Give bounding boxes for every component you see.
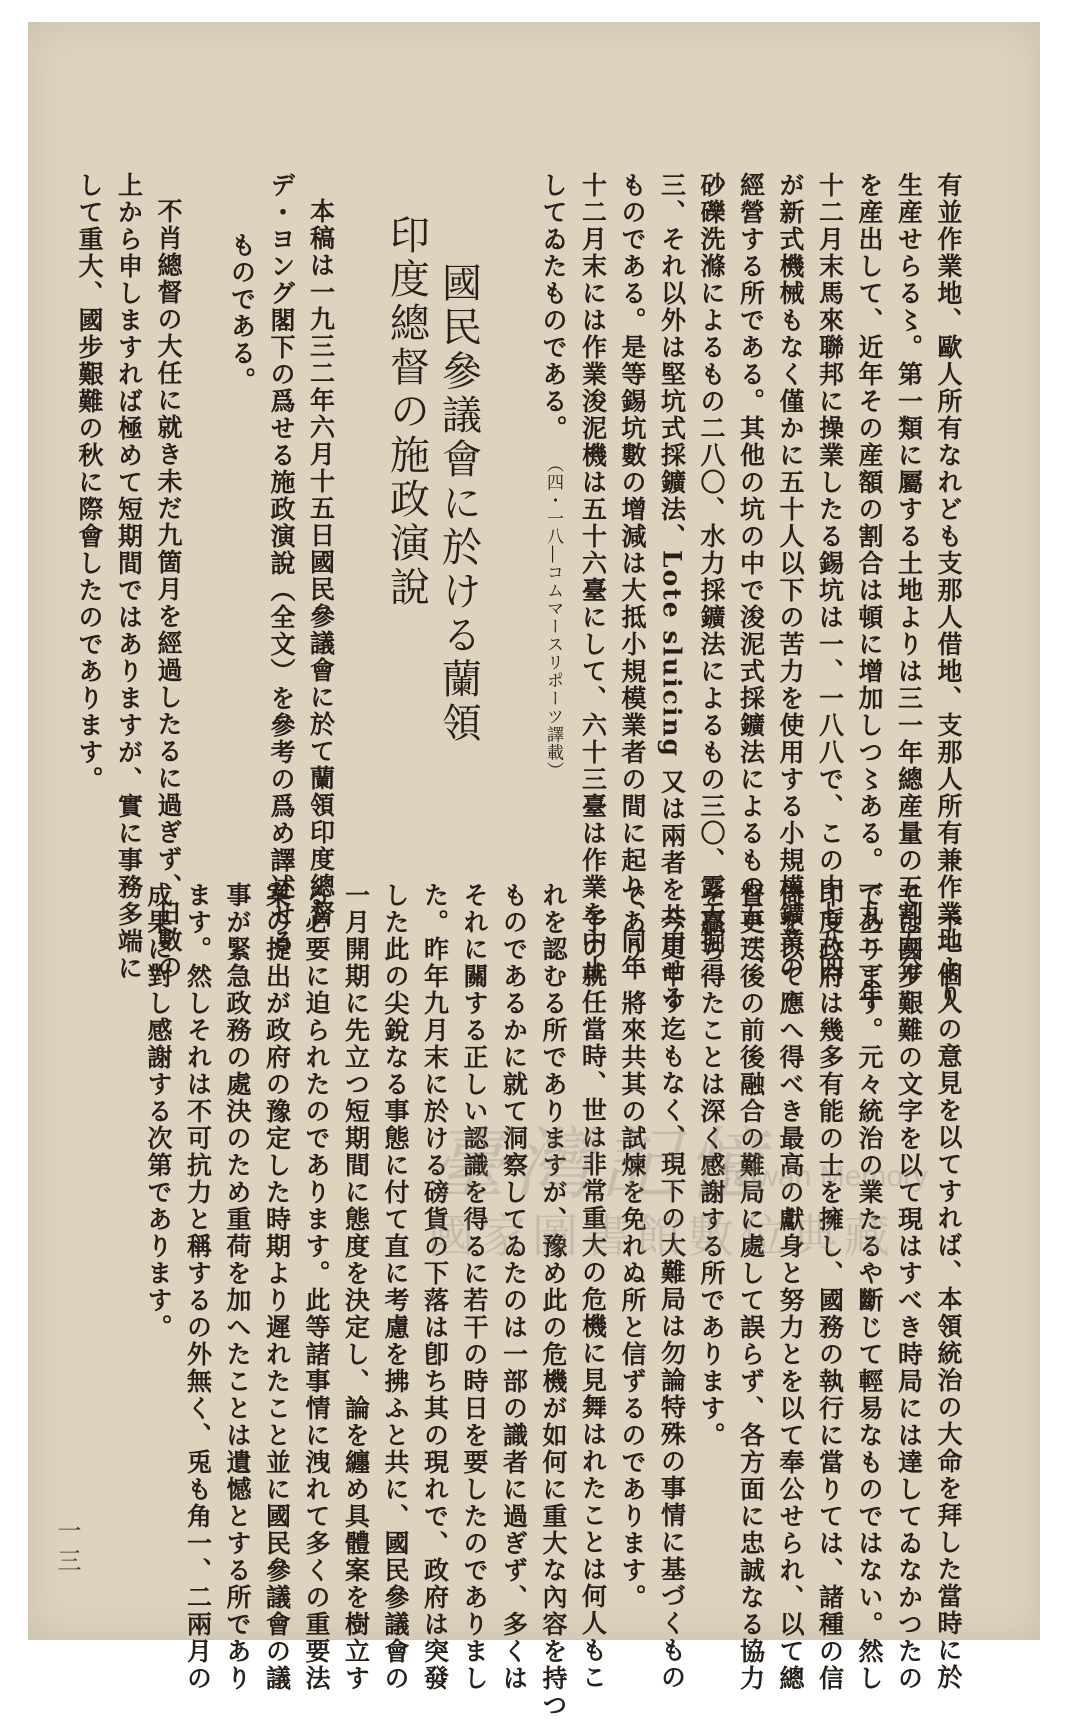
speech-column: 案の提出が政府の豫定した時期より遲れたこと並に國民參議會の議 bbox=[262, 882, 292, 1692]
speech-column: 今更申す迄もなく、現下の大難局は勿論特殊の事情に基づくもの bbox=[657, 908, 687, 1691]
speech-column: ます。然しそれは不可抗力と稱するの外無く、兎も角一、二兩月の bbox=[183, 882, 213, 1692]
speech-column: 成果に對し感謝する次第であります。 bbox=[144, 882, 173, 1341]
document-page bbox=[28, 22, 1040, 1719]
speech-column: であります。元々統治の業たるや斷じて輕易なものではない。然し bbox=[855, 882, 884, 1692]
article-heading-line-2: 印度總督の施政演說 bbox=[383, 214, 430, 610]
text-column: 有並作業地、歐人所有なれども支那人借地、支那人所有兼作業地より bbox=[934, 172, 963, 1009]
page-number: 一三 bbox=[53, 1518, 81, 1578]
text-column: 砂礫洗滌によるもの二八〇、水力採鑛法によるもの三〇、露天掘二 bbox=[697, 172, 726, 982]
speech-column: ものであるかに就て洞察してゐたのは一部の識者に過ぎず、多くは bbox=[499, 882, 529, 1692]
speech-column: 予一個人の意見を以てすれば、本領統治の大命を拜した當時に於 bbox=[934, 908, 963, 1691]
intro-column: デ・ヨング閣下の爲せる施政演說（全文）を參考の爲め譯述せる bbox=[267, 172, 296, 955]
text-column: してゐたものである。 bbox=[539, 172, 568, 442]
intro-column: 本稿は一九三二年六月十五日國民參議會に於て蘭領印度總督 bbox=[306, 198, 336, 927]
speech-column: を贏ち得たことは深く感謝する所であります。 bbox=[697, 882, 726, 1449]
speech-column: ては國步艱難の文字を以て現はすべき時局には達してゐなかつたの bbox=[894, 882, 924, 1692]
speech-column: であり、將來共其の試煉を免れぬ所と信ずるのであります。 bbox=[618, 882, 647, 1611]
speech-column: 督更迭後の前後融合の難局に處して誤らず、各方面に忠誠なる協力 bbox=[736, 882, 766, 1692]
speech-column: 一月開期に先立つ短期間に態度を決定し、論を纏め具體案を樹立す bbox=[341, 882, 371, 1692]
source-note: （四・一八―コムマースリポーツ譯載） bbox=[543, 464, 563, 780]
speech-column: 事が緊急政務の處決のため重荷を加へたことは遺憾とする所であり bbox=[223, 882, 252, 1692]
text-column: を産出して、近年その産額の割合は頓に增加しつ〻ある。一九三一年 bbox=[855, 172, 884, 1009]
speech-column: た。昨年九月末に於ける磅貨の下落は卽ち其の現れで、政府は突發 bbox=[420, 882, 450, 1692]
text-column: 十二月末馬來聯邦に操業したる錫坑は一、一八八で、この中七八四 bbox=[815, 172, 845, 982]
watermark-text-en: Taiwan Memory bbox=[718, 1160, 929, 1193]
text-column: 經營する所である。其他の坑の中で浚泥式採鑛法によるもの五一、 bbox=[736, 172, 766, 982]
speech-column: して重大、國步艱難の秋に際會したのであります。 bbox=[75, 172, 104, 793]
speech-column: 印度政府は幾多有能の士を擁し、國務の執行に當りては、諸種の信 bbox=[815, 882, 845, 1692]
speech-column: れを認むる所でありますが、豫め此の危機が如何に重大な內容を持つ bbox=[539, 882, 568, 1719]
watermark-logo: 臺灣記憶 bbox=[428, 1120, 773, 1210]
speech-column: した此の尖銳なる事態に付て直に考慮を拂ふと共に、國民參議會の bbox=[381, 882, 410, 1692]
text-column: 三、それ以外は堅坑式採鑛法、Lote sluicing 又は兩者を共用せる bbox=[657, 172, 687, 1012]
speech-column: 倚を以て應へ得べき最高の獻身と努力とを以て奉公せられ、以て總 bbox=[776, 882, 805, 1692]
text-column: ものである。是等錫坑數の增減は大抵小規模業者の間に起り、同年 bbox=[618, 172, 647, 982]
text-column: 生産せらる〻。第一類に屬する土地よりは三一年總産量の五割五分 bbox=[894, 172, 924, 982]
watermark-text: 國家圖書館數位典藏 bbox=[428, 1209, 896, 1263]
speech-column: 上から申しますれば極めて短期間ではありますが、實に事務多端に bbox=[114, 172, 144, 982]
upper-text-block bbox=[75, 172, 968, 1012]
text-column-with-source bbox=[533, 172, 574, 780]
speech-column: それに關する正しい認識を得るに若干の時日を要したのでありまし bbox=[460, 882, 489, 1692]
text-column: が新式機械もなく僅かに五十人以下の苦力を使用する小規模鑛業の bbox=[776, 172, 805, 982]
intro-column: ものである。 bbox=[227, 232, 257, 394]
speech-column: る必要に迫られたのであります。此等諸事情に洩れて多くの重要法 bbox=[302, 882, 331, 1692]
speech-column: 予の就任當時、世は非常重大の危機に見舞はれたことは何人もこ bbox=[578, 908, 608, 1691]
text-column: 十二月末には作業浚泥機は五十六臺にして、六十三臺は作業を中止 bbox=[578, 172, 608, 982]
article-heading-line-1: 國民參議會に於ける蘭領 bbox=[435, 262, 482, 746]
speech-column: 不肖總督の大任に就き未だ九箇月を經過したるに過ぎず、日數の bbox=[154, 198, 183, 981]
